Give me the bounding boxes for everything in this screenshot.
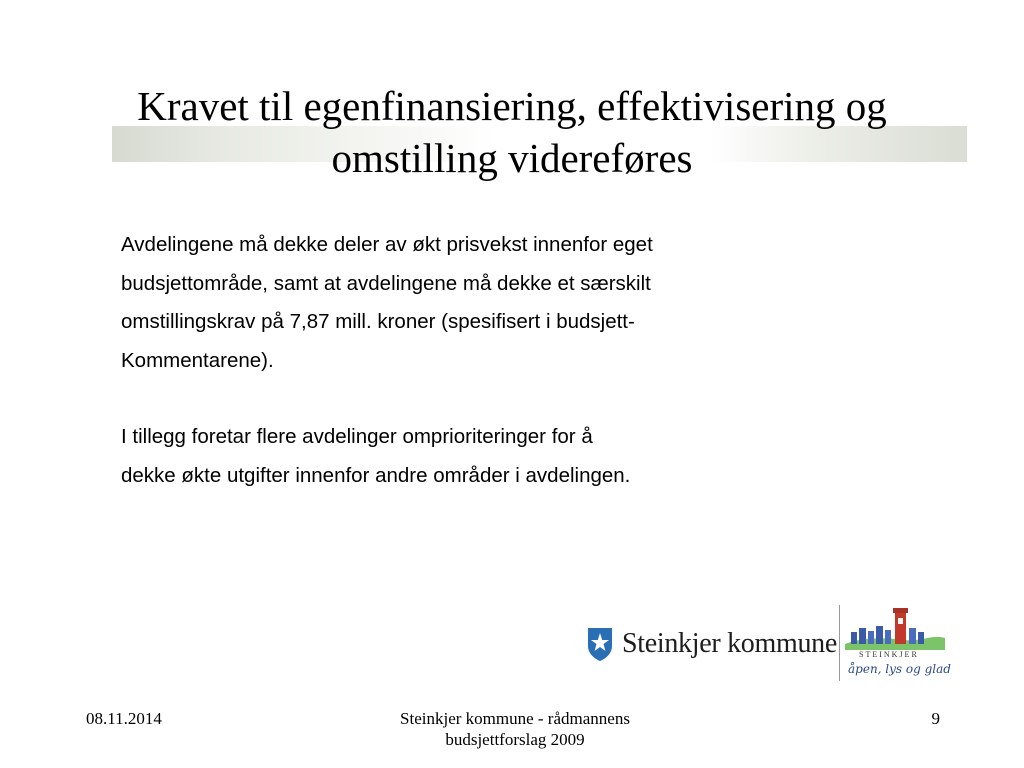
town-slogan: åpen, lys og glad	[848, 662, 951, 676]
logo-divider	[839, 605, 840, 681]
footer-center-line: Steinkjer kommune - rådmannens	[400, 709, 630, 728]
body-line: budsjettområde, samt at avdelingene må dekke et særskilt	[121, 271, 651, 295]
footer-center	[330, 708, 700, 750]
town-skyline-icon	[845, 604, 945, 650]
municipality-name: Steinkjer kommune	[622, 628, 837, 659]
slide-body	[121, 226, 841, 495]
star-shield-icon	[586, 626, 614, 662]
paragraph-gap	[121, 380, 841, 418]
page-number: 9	[931, 709, 940, 728]
body-line: Kommentarene).	[121, 348, 274, 372]
body-line: I tillegg foretar flere avdelinger omprioriteringer for å	[121, 425, 593, 448]
steinkjer-kommune-logo	[586, 624, 837, 664]
slide-title: Kravet til egenfinansiering, effektivisering og omstilling videreføres	[137, 83, 887, 181]
footer-center-line: budsjettforslag 2009	[445, 730, 585, 749]
body-line: omstillingskrav på 7,87 mill. kroner (spesifisert i budsjett-	[121, 310, 635, 333]
footer-date: 08.11.2014	[86, 709, 162, 728]
body-line: dekke økte utgifter innenfor andre områder i avdelingen.	[121, 463, 631, 487]
steinkjer-town-logo	[845, 604, 951, 684]
town-brand-text: STEINKJER	[859, 650, 919, 659]
body-line: Avdelingene må dekke deler av økt prisvekst innenfor eget	[121, 233, 653, 256]
